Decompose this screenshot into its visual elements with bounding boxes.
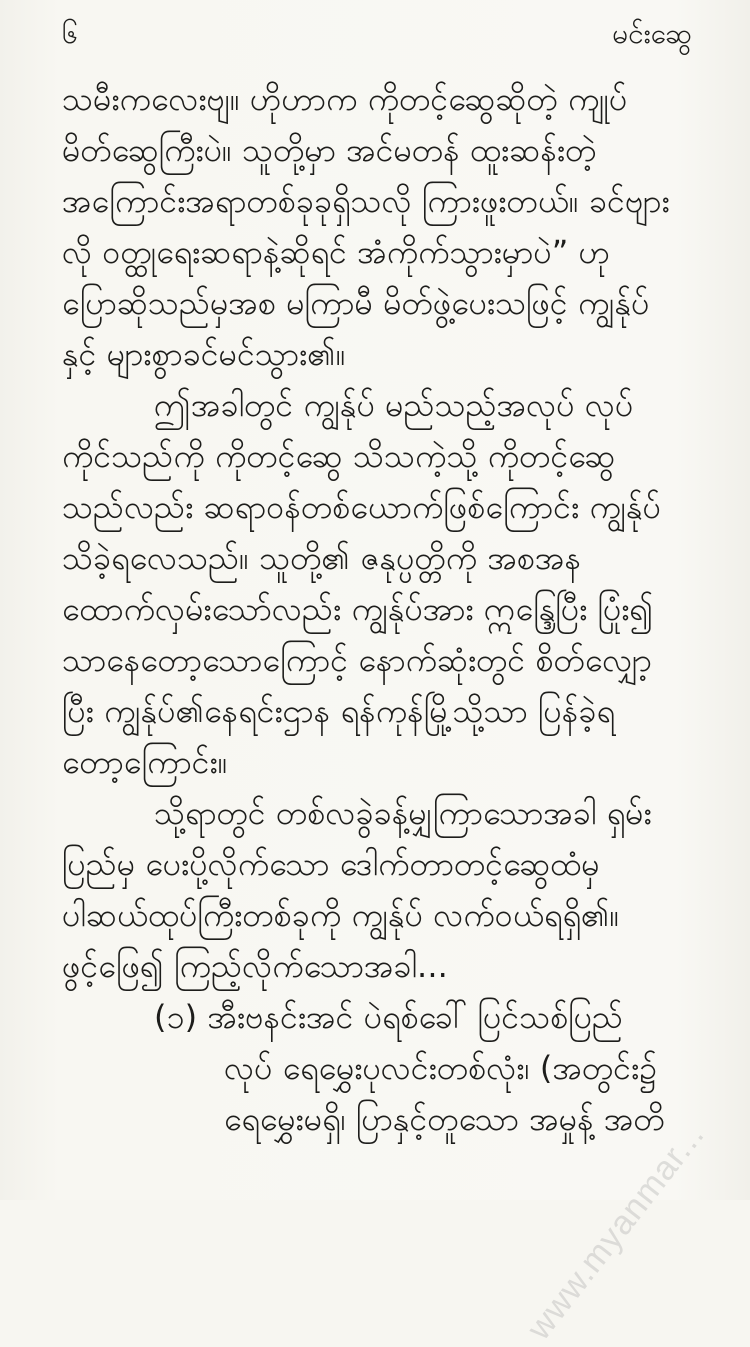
text-line-11: ထောက်လှမ်းသော်လည်း ကျွန်ုပ်အား ဣန္ဒြေပြီး ပြုံး၍ (62, 590, 654, 628)
text-line-1: သမီးကလေးဗျ။ ဟိုဟာက ကိုတင့်ဆွေဆိုတဲ့ ကျုပ် (62, 80, 628, 118)
running-head: မင်းဆွေ (612, 17, 692, 50)
text-line-16: ပြည်မှ ပေးပို့လိုက်သော ဒေါက်တာတင့်ဆွေထံမှ (62, 845, 600, 883)
watermark: www.myanmar... (519, 1115, 712, 1347)
text-line-2: မိတ်ဆွေကြီးပဲ။ သူတို့မှာ အင်မတန် ထူးဆန်းတဲ့ (62, 131, 597, 169)
text-line-13: ပြီး ကျွန်ုပ်၏နေရင်းဌာန ရန်ကုန်မြို့သို့သာ ပြန်ခဲ့ရ (62, 692, 615, 730)
page-body (62, 74, 692, 1145)
text-line-4: လို ဝတ္ထုရေးဆရာနဲ့ဆိုရင် အံကိုက်သွားမှာပဲ” ဟု (62, 233, 611, 271)
page-header (62, 14, 692, 60)
list-line-2: လုပ် ရေမွှေးပုလင်းတစ်လုံး၊ (အတွင်း၌ (224, 1049, 658, 1087)
text-line-17: ပါဆယ်ထုပ်ကြီးတစ်ခုကို ကျွန်ုပ် လက်ဝယ်ရရှိ၏။ (62, 896, 620, 934)
text-line-6: နှင့် များစွာခင်မင်သွား၏။ (62, 335, 346, 373)
text-line-8: ကိုင်သည်ကို ကိုတင့်ဆွေ သိသကဲ့သို့ ကိုတင့်ဆွေ (62, 437, 616, 475)
text-line-3: အကြောင်းအရာတစ်ခုခုရှိသလို ကြားဖူးတယ်။ ခင်ဗျား (62, 182, 670, 220)
text-line-9: သည်လည်း ဆရာဝန်တစ်ယောက်ဖြစ်ကြောင်း ကျွန်ုပ် (62, 488, 661, 526)
page-number: ၆ (62, 17, 78, 50)
list-line-3: ရေမွှေးမရှိ၊ ပြာနှင့်တူသော အမှုန့် အတိ (224, 1100, 665, 1138)
text-line-10: သိခဲ့ရလေသည်။ သူတို့၏ ဇနုပ္ပတ္တိကို အစအန (62, 539, 582, 577)
text-line-18: ဖွင့်ဖြေ၍ ကြည့်လိုက်သောအခါ... (62, 947, 448, 985)
text-line-12: သာနေတော့သောကြောင့် နောက်ဆုံးတွင် စိတ်လျှော့ (62, 641, 652, 679)
text-line-14: တော့ကြောင်း။ (62, 743, 228, 781)
list-line-1: (၁) အီးဗနင်းအင် ပဲရစ်ခေါ် ပြင်သစ်ပြည် (154, 998, 624, 1036)
text-line-5: ပြောဆိုသည်မှအစ မကြာမီ မိတ်ဖွဲ့ပေးသဖြင့် ကျွန်ုပ် (62, 284, 650, 322)
text-line-15: သို့ရာတွင် တစ်လခွဲခန့်မျှကြာသောအခါ ရှမ်း (154, 794, 652, 832)
text-line-7: ဤအခါတွင် ကျွန်ုပ် မည်သည့်အလုပ် လုပ် (154, 386, 634, 424)
